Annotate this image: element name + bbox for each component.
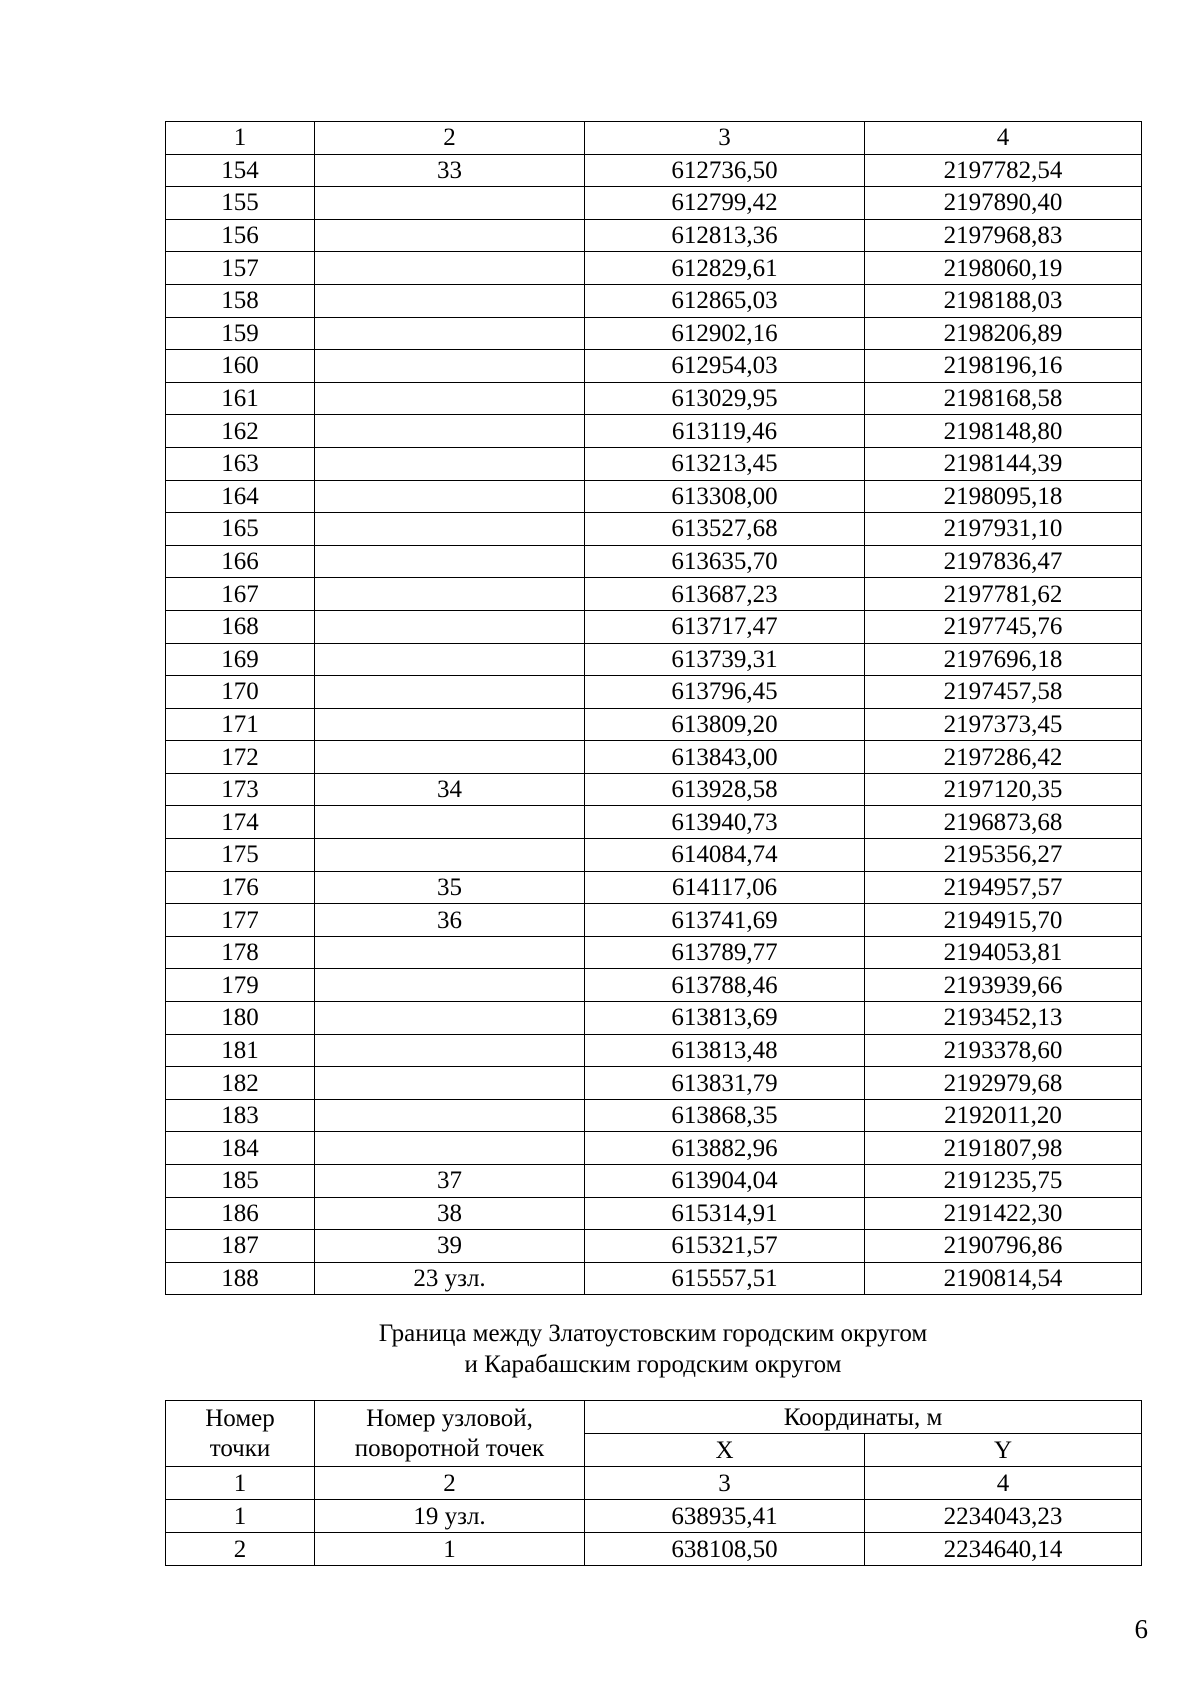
node-number-cell (315, 1099, 585, 1132)
node-number-cell: 19 узл. (315, 1500, 585, 1533)
node-number-cell: 36 (315, 904, 585, 937)
table-row (166, 317, 1142, 350)
y-coordinate-cell: 2197968,83 (865, 219, 1142, 252)
x-coordinate-cell: 613308,00 (585, 480, 865, 513)
x-coordinate-cell: 612865,03 (585, 284, 865, 317)
y-coordinate-cell: 2197373,45 (865, 708, 1142, 741)
y-coordinate-cell: 2190814,54 (865, 1262, 1142, 1295)
point-number-cell: 174 (166, 806, 315, 839)
table-row (166, 643, 1142, 676)
table-row (166, 1230, 1142, 1263)
x-coordinate-cell: 613809,20 (585, 708, 865, 741)
x-coordinate-cell: 612736,50 (585, 154, 865, 187)
node-number-cell: 1 (315, 1533, 585, 1566)
node-number-cell (315, 252, 585, 285)
table-row (166, 447, 1142, 480)
x-coordinate-cell: 613831,79 (585, 1067, 865, 1100)
point-number-cell: 2 (166, 1533, 315, 1566)
y-coordinate-cell: 2198196,16 (865, 350, 1142, 383)
y-coordinate-cell: 2198144,39 (865, 447, 1142, 480)
table-row (166, 1067, 1142, 1100)
table-row (166, 415, 1142, 448)
point-number-cell: 1 (166, 1500, 315, 1533)
x-coordinate-cell: 613813,48 (585, 1034, 865, 1067)
table-header-row (166, 1401, 1142, 1434)
x-coordinate-cell: 612829,61 (585, 252, 865, 285)
point-number-cell: 158 (166, 284, 315, 317)
x-coordinate-cell: 613813,69 (585, 1002, 865, 1035)
x-coordinate-cell: 613928,58 (585, 773, 865, 806)
y-coordinate-cell: 2197890,40 (865, 187, 1142, 220)
x-coordinate-cell: 613029,95 (585, 382, 865, 415)
point-number-cell: 164 (166, 480, 315, 513)
y-coordinate-cell: 2198206,89 (865, 317, 1142, 350)
table-row (166, 1262, 1142, 1295)
table-row (166, 1034, 1142, 1067)
point-number-cell: 161 (166, 382, 315, 415)
y-coordinate-cell: 2198095,18 (865, 480, 1142, 513)
x-coordinate-cell: 613882,96 (585, 1132, 865, 1165)
x-coordinate-cell: 613940,73 (585, 806, 865, 839)
node-number-cell (315, 643, 585, 676)
x-coordinate-cell: 613789,77 (585, 936, 865, 969)
node-number-cell (315, 545, 585, 578)
table-row (166, 219, 1142, 252)
column-number: 3 (585, 122, 865, 155)
y-coordinate-cell: 2193452,13 (865, 1002, 1142, 1035)
node-number-cell (315, 936, 585, 969)
point-number-cell: 181 (166, 1034, 315, 1067)
table-row (166, 350, 1142, 383)
x-coordinate-cell: 614117,06 (585, 871, 865, 904)
table-row (166, 187, 1142, 220)
y-coordinate-cell: 2192011,20 (865, 1099, 1142, 1132)
x-coordinate-cell: 613741,69 (585, 904, 865, 937)
x-coordinate-cell: 613635,70 (585, 545, 865, 578)
table-row (166, 969, 1142, 1002)
x-coordinate-cell: 613527,68 (585, 513, 865, 546)
point-number-cell: 159 (166, 317, 315, 350)
x-coordinate-cell: 613868,35 (585, 1099, 865, 1132)
x-coordinate-cell: 612954,03 (585, 350, 865, 383)
node-number-cell (315, 382, 585, 415)
x-coordinate-cell: 613213,45 (585, 447, 865, 480)
x-coordinate-cell: 613843,00 (585, 741, 865, 774)
point-number-cell: 162 (166, 415, 315, 448)
table-row (166, 545, 1142, 578)
section-caption-line-1: Граница между Златоустовским городским округом (378, 1320, 928, 1347)
node-number-cell (315, 741, 585, 774)
table-row (166, 741, 1142, 774)
point-number-cell: 172 (166, 741, 315, 774)
column-number: 1 (166, 122, 315, 155)
y-coordinate-cell: 2190796,86 (865, 1230, 1142, 1263)
point-number-cell: 166 (166, 545, 315, 578)
y-coordinate-cell: 2197782,54 (865, 154, 1142, 187)
table-row (166, 1002, 1142, 1035)
x-coordinate-cell: 612799,42 (585, 187, 865, 220)
node-number-cell: 38 (315, 1197, 585, 1230)
point-number-cell: 176 (166, 871, 315, 904)
node-number-cell (315, 284, 585, 317)
point-number-cell: 184 (166, 1132, 315, 1165)
table-row (166, 1099, 1142, 1132)
point-number-cell: 168 (166, 610, 315, 643)
node-number-cell: 23 узл. (315, 1262, 585, 1295)
node-number-cell (315, 1002, 585, 1035)
point-number-cell: 163 (166, 447, 315, 480)
x-header: X (585, 1434, 865, 1467)
section-caption (165, 1318, 1141, 1380)
node-number-cell (315, 447, 585, 480)
column-number: 4 (865, 122, 1142, 155)
y-coordinate-cell: 2194957,57 (865, 871, 1142, 904)
point-number-cell: 165 (166, 513, 315, 546)
y-coordinate-cell: 2197745,76 (865, 610, 1142, 643)
point-number-cell: 171 (166, 708, 315, 741)
y-coordinate-cell: 2197781,62 (865, 578, 1142, 611)
table-row (166, 904, 1142, 937)
column-number: 3 (585, 1467, 865, 1500)
table-row (166, 154, 1142, 187)
x-coordinate-cell: 638935,41 (585, 1500, 865, 1533)
point-number-cell: 169 (166, 643, 315, 676)
column-number: 1 (166, 1467, 315, 1500)
x-coordinate-cell: 613796,45 (585, 676, 865, 709)
y-coordinate-cell: 2234640,14 (865, 1533, 1142, 1566)
node-number-cell (315, 187, 585, 220)
x-coordinate-cell: 638108,50 (585, 1533, 865, 1566)
y-coordinate-cell: 2191235,75 (865, 1165, 1142, 1198)
x-coordinate-cell: 615321,57 (585, 1230, 865, 1263)
y-coordinate-cell: 2198060,19 (865, 252, 1142, 285)
node-number-cell (315, 578, 585, 611)
point-number-cell: 187 (166, 1230, 315, 1263)
x-coordinate-cell: 613904,04 (585, 1165, 865, 1198)
point-number-cell: 185 (166, 1165, 315, 1198)
column-number: 2 (315, 122, 585, 155)
y-coordinate-cell: 2198168,58 (865, 382, 1142, 415)
table-row (166, 382, 1142, 415)
node-number-cell: 34 (315, 773, 585, 806)
table-row (166, 513, 1142, 546)
x-coordinate-cell: 613119,46 (585, 415, 865, 448)
x-coordinate-cell: 613788,46 (585, 969, 865, 1002)
point-number-cell: 188 (166, 1262, 315, 1295)
node-number-cell (315, 219, 585, 252)
y-coordinate-cell: 2197696,18 (865, 643, 1142, 676)
y-coordinate-cell: 2195356,27 (865, 839, 1142, 872)
coordinates-header: Координаты, м (585, 1401, 1142, 1434)
y-coordinate-cell: 2197120,35 (865, 773, 1142, 806)
y-coordinate-cell: 2197286,42 (865, 741, 1142, 774)
x-coordinate-cell: 612813,36 (585, 219, 865, 252)
y-coordinate-cell: 2197457,58 (865, 676, 1142, 709)
point-number-cell: 160 (166, 350, 315, 383)
column-number-row (166, 1467, 1142, 1500)
point-number-cell: 155 (166, 187, 315, 220)
boundary-table (165, 1400, 1142, 1566)
y-coordinate-cell: 2193378,60 (865, 1034, 1142, 1067)
point-number-cell: 170 (166, 676, 315, 709)
point-number-cell: 180 (166, 1002, 315, 1035)
table-row (166, 806, 1142, 839)
node-number-header: Номер узловой, поворотной точек (315, 1401, 585, 1467)
y-coordinate-cell: 2198148,80 (865, 415, 1142, 448)
table-row (166, 1165, 1142, 1198)
coordinates-table-body (166, 122, 1142, 1295)
table-row (166, 1132, 1142, 1165)
point-number-cell: 173 (166, 773, 315, 806)
point-number-cell: 186 (166, 1197, 315, 1230)
node-number-cell (315, 676, 585, 709)
table-row (166, 480, 1142, 513)
page-number: 6 (1134, 1614, 1148, 1644)
node-number-cell (315, 708, 585, 741)
table-row (166, 676, 1142, 709)
column-number-row (166, 122, 1142, 155)
y-coordinate-cell: 2191422,30 (865, 1197, 1142, 1230)
column-number: 2 (315, 1467, 585, 1500)
node-number-cell: 33 (315, 154, 585, 187)
table-row (166, 1533, 1142, 1566)
column-number: 4 (865, 1467, 1142, 1500)
section-caption-line-2: и Карабашским городским округом (464, 1351, 842, 1378)
x-coordinate-cell: 613739,31 (585, 643, 865, 676)
x-coordinate-cell: 614084,74 (585, 839, 865, 872)
y-coordinate-cell: 2194053,81 (865, 936, 1142, 969)
boundary-table-body (166, 1467, 1142, 1566)
y-coordinate-cell: 2234043,23 (865, 1500, 1142, 1533)
table-row (166, 1500, 1142, 1533)
point-number-cell: 179 (166, 969, 315, 1002)
table-row (166, 839, 1142, 872)
y-coordinate-cell: 2196873,68 (865, 806, 1142, 839)
node-number-cell (315, 1067, 585, 1100)
coordinates-table (165, 121, 1142, 1295)
y-coordinate-cell: 2194915,70 (865, 904, 1142, 937)
y-coordinate-cell: 2192979,68 (865, 1067, 1142, 1100)
y-coordinate-cell: 2193939,66 (865, 969, 1142, 1002)
node-number-cell (315, 317, 585, 350)
point-number-cell: 183 (166, 1099, 315, 1132)
node-number-cell (315, 415, 585, 448)
x-coordinate-cell: 615557,51 (585, 1262, 865, 1295)
node-number-cell (315, 610, 585, 643)
table-row (166, 578, 1142, 611)
node-number-cell (315, 513, 585, 546)
table-row (166, 1197, 1142, 1230)
y-coordinate-cell: 2198188,03 (865, 284, 1142, 317)
point-number-header: Номер точки (166, 1401, 315, 1467)
point-number-cell: 175 (166, 839, 315, 872)
point-number-cell: 178 (166, 936, 315, 969)
node-number-cell (315, 480, 585, 513)
table-row (166, 871, 1142, 904)
point-number-cell: 182 (166, 1067, 315, 1100)
table-row (166, 708, 1142, 741)
x-coordinate-cell: 613687,23 (585, 578, 865, 611)
node-number-cell (315, 969, 585, 1002)
node-number-cell (315, 1034, 585, 1067)
node-number-cell (315, 350, 585, 383)
node-number-cell: 39 (315, 1230, 585, 1263)
node-number-cell (315, 1132, 585, 1165)
y-coordinate-cell: 2191807,98 (865, 1132, 1142, 1165)
node-number-cell (315, 839, 585, 872)
x-coordinate-cell: 613717,47 (585, 610, 865, 643)
point-number-cell: 177 (166, 904, 315, 937)
table-row (166, 936, 1142, 969)
table-row (166, 773, 1142, 806)
x-coordinate-cell: 612902,16 (585, 317, 865, 350)
node-number-cell: 35 (315, 871, 585, 904)
point-number-cell: 156 (166, 219, 315, 252)
node-number-cell (315, 806, 585, 839)
table-row (166, 252, 1142, 285)
table-row (166, 284, 1142, 317)
table-row (166, 610, 1142, 643)
point-number-cell: 167 (166, 578, 315, 611)
y-header: Y (865, 1434, 1142, 1467)
point-number-cell: 157 (166, 252, 315, 285)
point-number-cell: 154 (166, 154, 315, 187)
node-number-cell: 37 (315, 1165, 585, 1198)
y-coordinate-cell: 2197836,47 (865, 545, 1142, 578)
x-coordinate-cell: 615314,91 (585, 1197, 865, 1230)
y-coordinate-cell: 2197931,10 (865, 513, 1142, 546)
